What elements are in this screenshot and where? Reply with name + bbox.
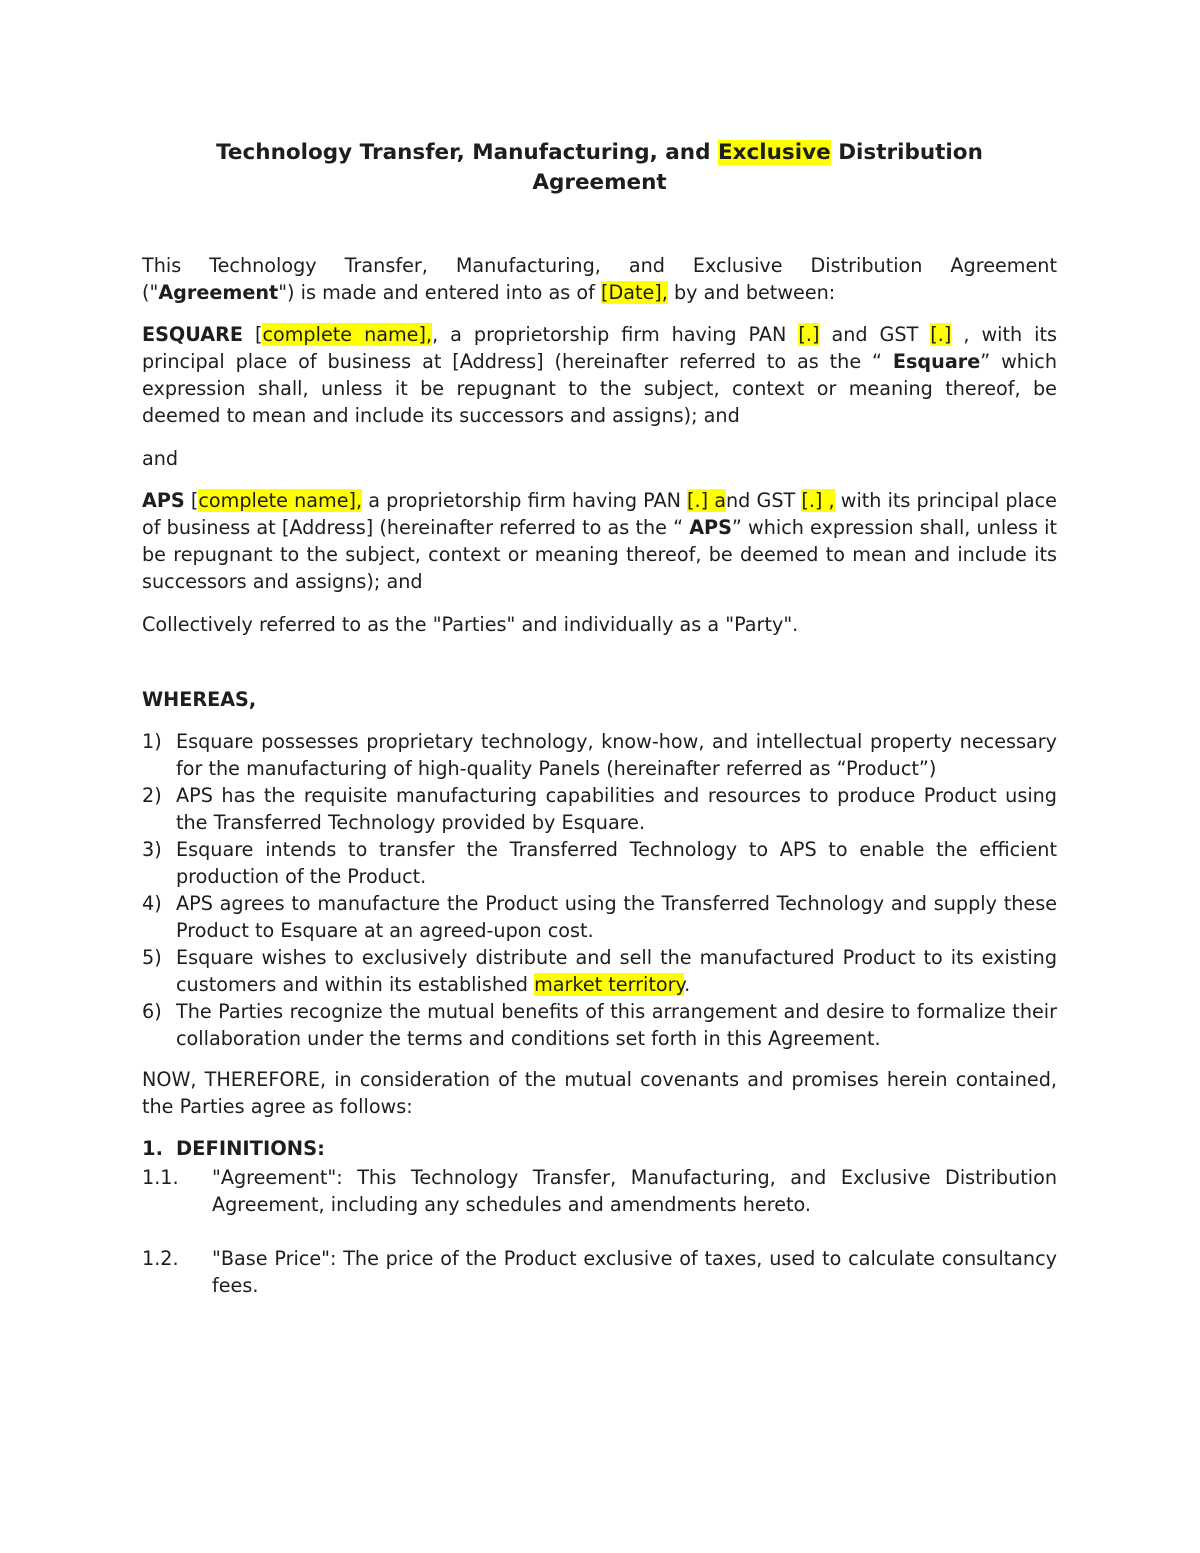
whereas-heading: WHEREAS, bbox=[142, 688, 257, 711]
now-therefore-paragraph: NOW, THEREFORE, in consideration of the mutual covenants and promises herein contained, the Parties agree as follows: bbox=[142, 1068, 1057, 1118]
list-item: 5) Esquare wishes to exclusively distribute and sell the manufactured Product to its existing customers and within its established market territory. bbox=[142, 946, 1057, 996]
pan-placeholder: [.] bbox=[798, 323, 820, 346]
list-item: 2) APS has the requisite manufacturing capabilities and resources to produce Product using the Transferred Technology provided by Esquare. bbox=[142, 784, 1057, 834]
gst-placeholder: [.] bbox=[930, 323, 952, 346]
definition-item: 1.2. "Base Price": The price of the Product exclusive of taxes, used to calculate consultancy fees. bbox=[142, 1247, 1057, 1297]
document-title: Technology Transfer, Manufacturing, and Exclusive Distribution Agreement bbox=[216, 140, 983, 195]
definitions-heading: 1. DEFINITIONS: bbox=[142, 1137, 325, 1160]
party-aps-paragraph: APS [complete name], a proprietorship firm having PAN [.] and GST [.] , with its principal place of business at [Address] (hereinafter referred to as the “ APS” which expression shall, unless it be repugnant to the subject, context or meaning thereof, be deemed to mean and include its successors and assigns); and bbox=[142, 489, 1057, 593]
pan-placeholder: [.] a bbox=[687, 489, 726, 512]
gst-placeholder: [.] , bbox=[801, 489, 835, 512]
title-highlight: Exclusive bbox=[717, 140, 831, 165]
recitals-list bbox=[142, 728, 1057, 1052]
party-esquare-paragraph: ESQUARE [complete name],, a proprietorship firm having PAN [.] and GST [.] , with its principal place of business at [Address] (hereinafter referred to as the “ Esquare” which expression shall, unless it be repugnant to the subject, context or meaning thereof, be deemed to mean and include its successors and assigns); and bbox=[142, 323, 1057, 427]
complete-name-placeholder: complete name], bbox=[198, 489, 363, 512]
list-item: 3) Esquare intends to transfer the Transferred Technology to APS to enable the efficient production of the Product. bbox=[142, 838, 1057, 888]
list-item: 1) Esquare possesses proprietary technology, know-how, and intellectual property necessary for the manufacturing of high-quality Panels (hereinafter referred as “Product”) bbox=[142, 730, 1057, 780]
complete-name-placeholder: complete name], bbox=[262, 323, 433, 346]
list-item: 6) The Parties recognize the mutual benefits of this arrangement and desire to formalize their collaboration under the terms and conditions set forth in this Agreement. bbox=[142, 1000, 1057, 1050]
date-placeholder: [Date], bbox=[600, 281, 668, 304]
and-text: and bbox=[142, 447, 179, 470]
market-territory-highlight: market territory bbox=[534, 973, 685, 996]
list-item: 4) APS agrees to manufacture the Product using the Transferred Technology and supply these Product to Esquare at an agreed-upon cost. bbox=[142, 892, 1057, 942]
definition-item: 1.1. "Agreement": This Technology Transfer, Manufacturing, and Exclusive Distribution Agreement, including any schedules and amendments hereto. bbox=[142, 1166, 1057, 1216]
intro-paragraph: This Technology Transfer, Manufacturing, and Exclusive Distribution Agreement ("Agreement") is made and entered into as of [Date], by and between: bbox=[142, 254, 1057, 304]
collectively-paragraph: Collectively referred to as the "Parties" and individually as a "Party". bbox=[142, 613, 799, 636]
